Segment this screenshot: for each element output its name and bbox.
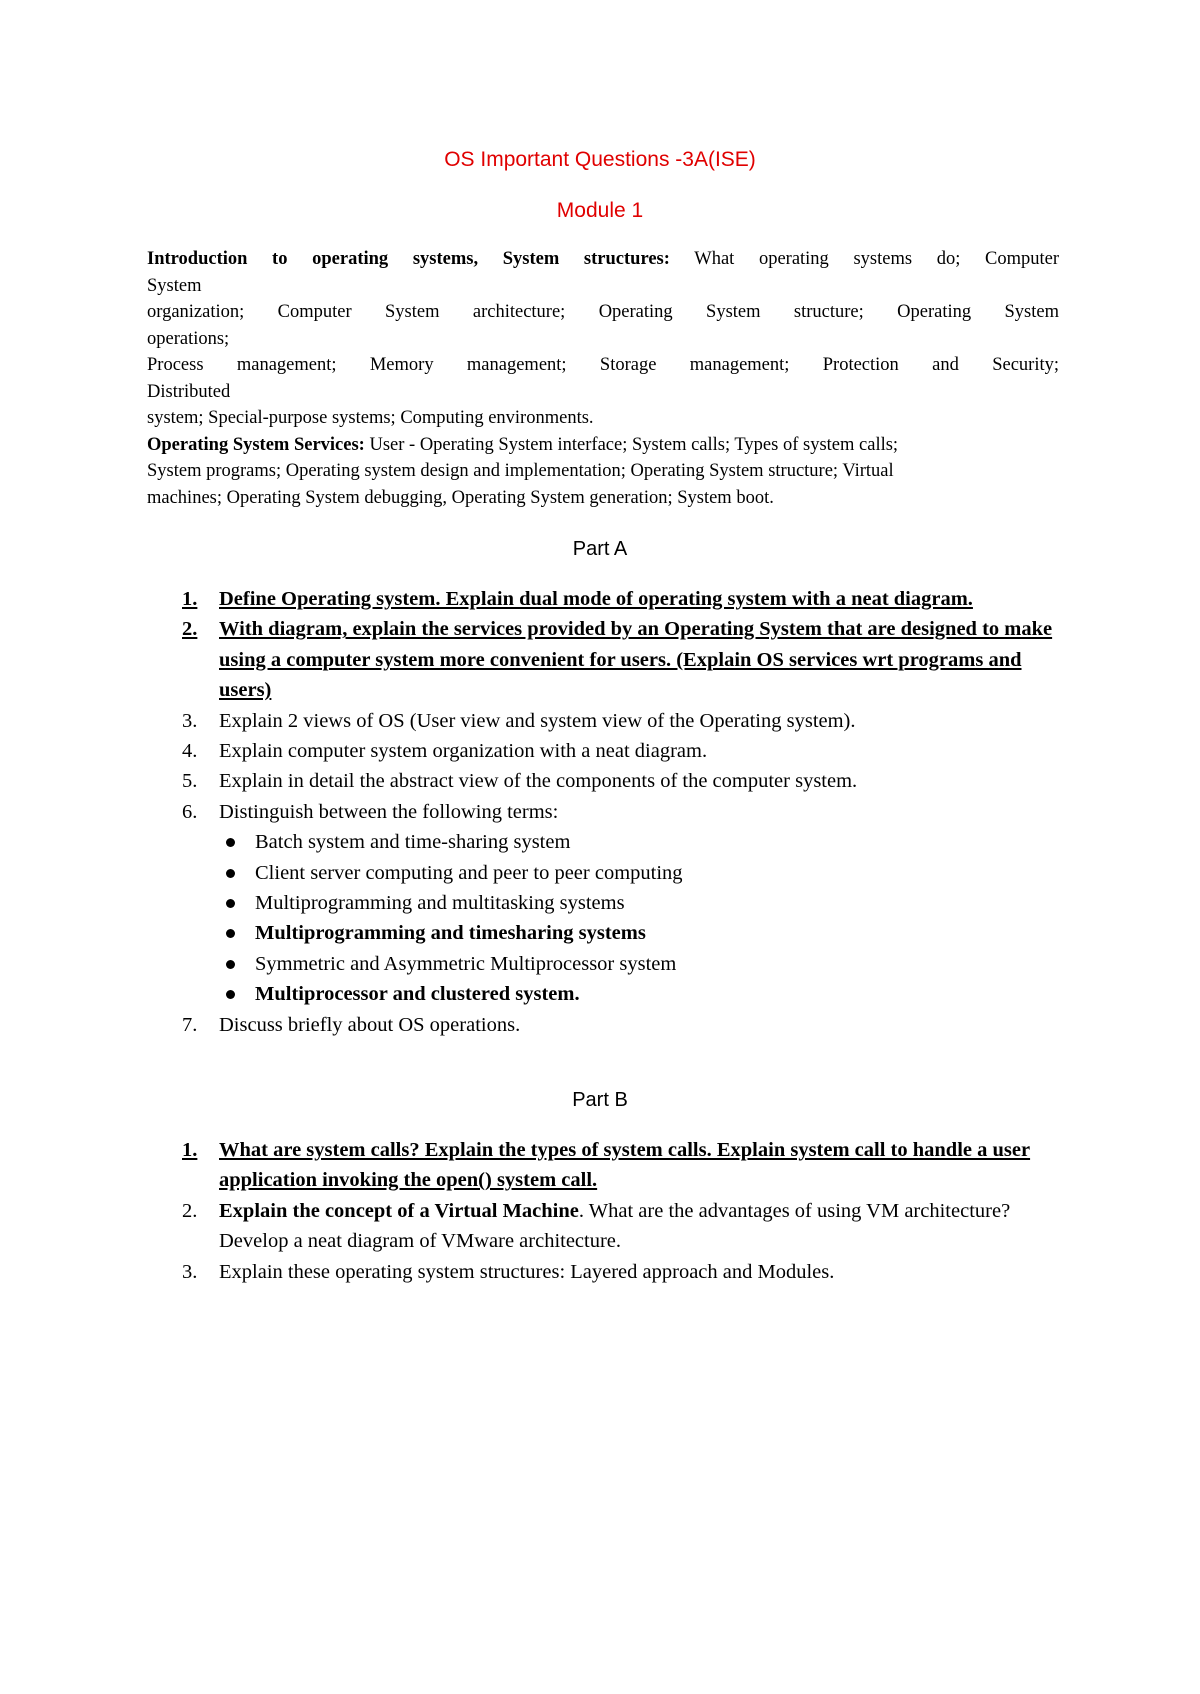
syllabus-text: What operating systems do; Computer	[669, 249, 1059, 269]
term-item	[219, 858, 1059, 888]
terms-list	[219, 827, 1059, 1009]
question-number: 3.	[182, 1260, 198, 1283]
question-text: Explain computer system organization with a neat diagram.	[219, 740, 708, 763]
question-number: 2.	[182, 618, 198, 641]
syllabus-line: Process management; Memory management; Storage management; Protection and Security;	[147, 355, 1059, 375]
question-number: 2.	[182, 1199, 198, 1222]
term-item	[219, 888, 1059, 918]
syllabus-line: Distributed	[147, 381, 231, 402]
question-item	[147, 1196, 1059, 1257]
syllabus-line: machines; Operating System debugging, Operating System generation; System boot.	[147, 487, 774, 508]
term-item	[219, 979, 1059, 1009]
question-text: Define Operating system. Explain dual mode of operating system with a neat diagram.	[219, 588, 973, 610]
part-a-question-list	[147, 584, 1059, 1040]
term-text: Client server computing and peer to peer computing	[255, 861, 683, 884]
term-text: Multiprogramming and timesharing systems	[255, 922, 646, 945]
bullet-icon	[226, 990, 235, 999]
syllabus-topic-heading: Operating System Services:	[147, 434, 365, 455]
question-text: What are system calls? Explain the types of system calls. Explain system call to handle a user application invoking the open() system call.	[219, 1139, 1031, 1192]
term-text: Multiprogramming and multitasking systems	[255, 892, 625, 915]
question-item	[147, 1010, 1059, 1040]
question-item	[147, 766, 1059, 796]
bullet-icon	[226, 899, 235, 908]
question-number: 3.	[182, 709, 198, 732]
question-item	[147, 1257, 1059, 1287]
question-text: With diagram, explain the services provided by an Operating System that are designed to make using a computer system more convenient for users. (Explain OS services wrt programs and users)	[219, 618, 1053, 702]
term-text: Symmetric and Asymmetric Multiprocessor system	[255, 952, 677, 975]
module-heading: Module 1	[556, 199, 644, 222]
question-number: 6.	[182, 800, 198, 823]
question-number: 1.	[182, 588, 198, 610]
question-number: 7.	[182, 1013, 198, 1036]
term-item	[219, 918, 1059, 948]
bullet-icon	[226, 838, 235, 847]
term-text: Batch system and time-sharing system	[255, 831, 571, 854]
question-item	[147, 797, 1059, 1010]
part-a-heading: Part A	[572, 538, 628, 560]
question-number: 1.	[182, 1139, 198, 1161]
question-item	[147, 706, 1059, 736]
question-text: Explain 2 views of OS (User view and system view of the Operating system).	[219, 709, 856, 732]
part-b-question-list	[147, 1135, 1059, 1287]
part-b-heading: Part B	[572, 1089, 628, 1111]
question-number: 4.	[182, 740, 198, 763]
question-item	[147, 1135, 1059, 1196]
question-item	[147, 614, 1059, 705]
question-number: 5.	[182, 770, 198, 793]
syllabus-block	[147, 246, 1059, 511]
syllabus-line: organization; Computer System architecture; Operating System structure; Operating System	[147, 302, 1059, 322]
question-text: Explain in detail the abstract view of the components of the computer system.	[219, 770, 858, 793]
question-text: . What are the advantages of using VM architecture? Develop a neat diagram of VMware architecture.	[219, 1199, 1011, 1253]
syllabus-topic-heading: Introduction to operating systems, System structures:	[147, 249, 670, 269]
syllabus-line: operations;	[147, 328, 230, 349]
syllabus-line	[147, 246, 1059, 273]
term-item	[219, 949, 1059, 979]
term-item	[219, 827, 1059, 857]
bullet-icon	[226, 960, 235, 969]
syllabus-line: System	[147, 275, 202, 296]
syllabus-text: User - Operating System interface; System calls; Types of system calls;	[364, 434, 899, 455]
question-item	[147, 736, 1059, 766]
document-title: OS Important Questions -3A(ISE)	[444, 148, 756, 171]
question-item	[147, 584, 1059, 614]
syllabus-line: System programs; Operating system design and implementation; Operating System structure; Virtual	[147, 461, 894, 481]
bullet-icon	[226, 869, 235, 878]
question-emphasis: Explain the concept of a Virtual Machine	[219, 1199, 579, 1222]
syllabus-line	[147, 432, 1059, 459]
bullet-icon	[226, 929, 235, 938]
question-text: Distinguish between the following terms:	[219, 800, 559, 823]
syllabus-line: system; Special-purpose systems; Computing environments.	[147, 408, 594, 428]
question-text: Explain these operating system structures: Layered approach and Modules.	[219, 1260, 835, 1283]
question-text: Discuss briefly about OS operations.	[219, 1013, 521, 1036]
term-text: Multiprocessor and clustered system.	[255, 983, 580, 1006]
